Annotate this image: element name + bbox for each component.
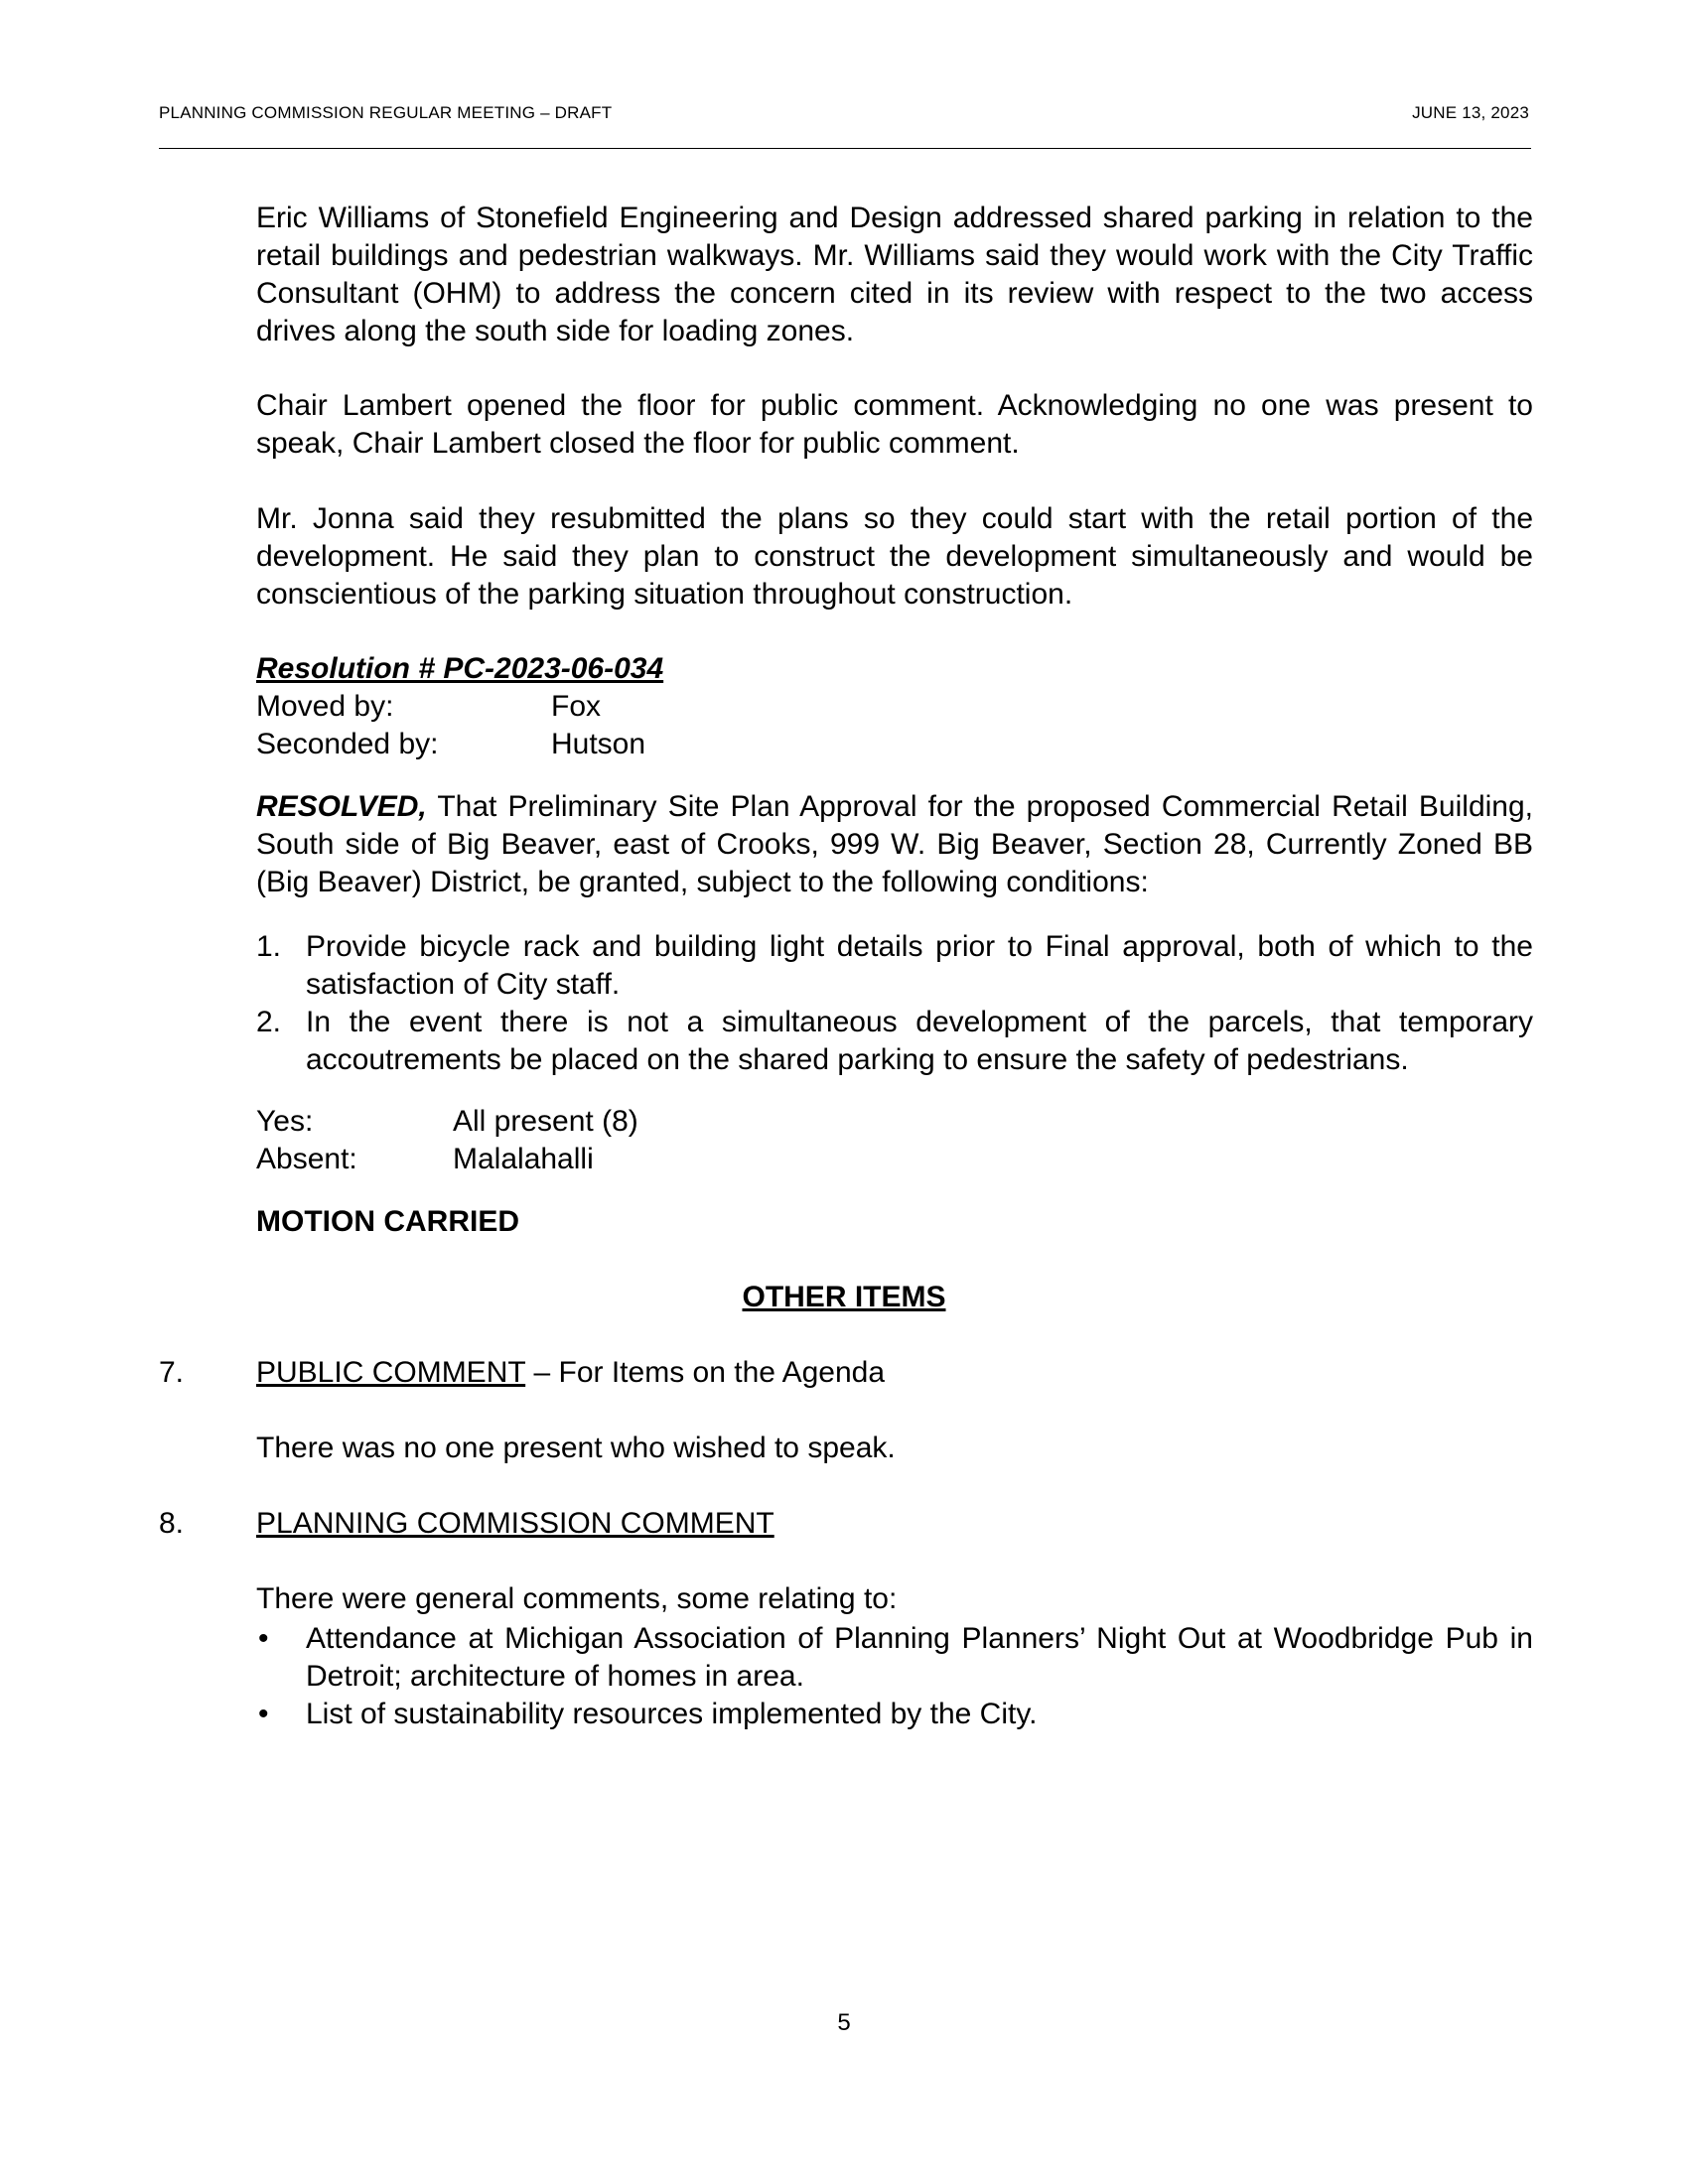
motion-carried: MOTION CARRIED [256,1205,519,1238]
paragraph-public-comment: Chair Lambert opened the floor for public comment. Acknowledging no one was present to speak, Chair Lambert closed the floor for public comment. [256,389,1533,460]
section-8-number: 8. [159,1507,185,1540]
yes-label: Yes: [256,1105,314,1138]
condition-item [256,928,1533,1004]
resolved-paragraph [256,788,1533,901]
condition-number: 2. [256,1006,282,1038]
header-right: JUNE 13, 2023 [1412,103,1529,122]
absent-label: Absent: [256,1143,357,1175]
paragraph-jonna: Mr. Jonna said they resubmitted the plans so they could start with the retail portion of the development. He said they plan to construct the development simultaneously and would be conscientious of the parking situation throughout construction. [256,502,1533,611]
absent-value: Malalahalli [453,1143,594,1175]
other-items-heading: OTHER ITEMS [742,1281,946,1313]
condition-item [256,1004,1533,1079]
section-7-heading [256,1354,885,1392]
moved-by-value: Fox [551,690,602,723]
resolution-title: Resolution # PC-2023-06-034 [256,652,664,685]
comments-list [256,1620,1533,1733]
list-item [256,1620,1533,1696]
section-7-number: 7. [159,1356,185,1389]
bullet-text: Attendance at Michigan Association of Planning Planners’ Night Out at Woodbridge Pub in Detroit; architecture of homes in area. [306,1622,1533,1693]
header-rule [159,148,1531,149]
condition-text: Provide bicycle rack and building light details prior to Final approval, both of which to the satisfaction of City staff. [306,930,1533,1001]
section-7-text: There was no one present who wished to speak. [256,1432,896,1464]
list-item [256,1696,1533,1733]
bullet-icon: • [258,1698,269,1730]
section-8-heading [256,1505,774,1543]
header-left: PLANNING COMMISSION REGULAR MEETING – DRAFT [159,103,613,122]
section-7-suffix: – For Items on the Agenda [525,1356,886,1389]
bullet-icon: • [258,1622,269,1655]
paragraph-williams: Eric Williams of Stonefield Engineering and Design addressed shared parking in relation to the retail buildings and pedestrian walkways. Mr. Williams said they would work with the City Traffic Consultant (OHM) to address the concern cited in its review with respect to the two access drives along the south side for loading zones. [256,202,1533,347]
resolved-text: That Preliminary Site Plan Approval for the proposed Commercial Retail Building, South side of Big Beaver, east of Crooks, 999 W. Big Beaver, Section 28, Currently Zoned BB (Big Beaver) District, be granted, subject to the following conditions: [256,790,1533,898]
condition-number: 1. [256,930,282,963]
moved-by-label: Moved by: [256,690,394,723]
resolved-lead: RESOLVED, [256,790,427,823]
bullet-text: List of sustainability resources implemented by the City. [306,1698,1038,1730]
seconded-by-label: Seconded by: [256,728,439,760]
conditions-list [256,928,1533,1079]
condition-text: In the event there is not a simultaneous development of the parcels, that temporary accoutrements be placed on the shared parking to ensure the safety of pedestrians. [306,1006,1533,1076]
seconded-by-value: Hutson [551,728,646,760]
section-8-title: PLANNING COMMISSION COMMENT [256,1507,774,1540]
section-8-intro: There were general comments, some relating to: [256,1582,898,1615]
section-7-title: PUBLIC COMMENT [256,1356,526,1389]
yes-value: All present (8) [453,1105,638,1138]
page-number: 5 [837,2009,851,2036]
